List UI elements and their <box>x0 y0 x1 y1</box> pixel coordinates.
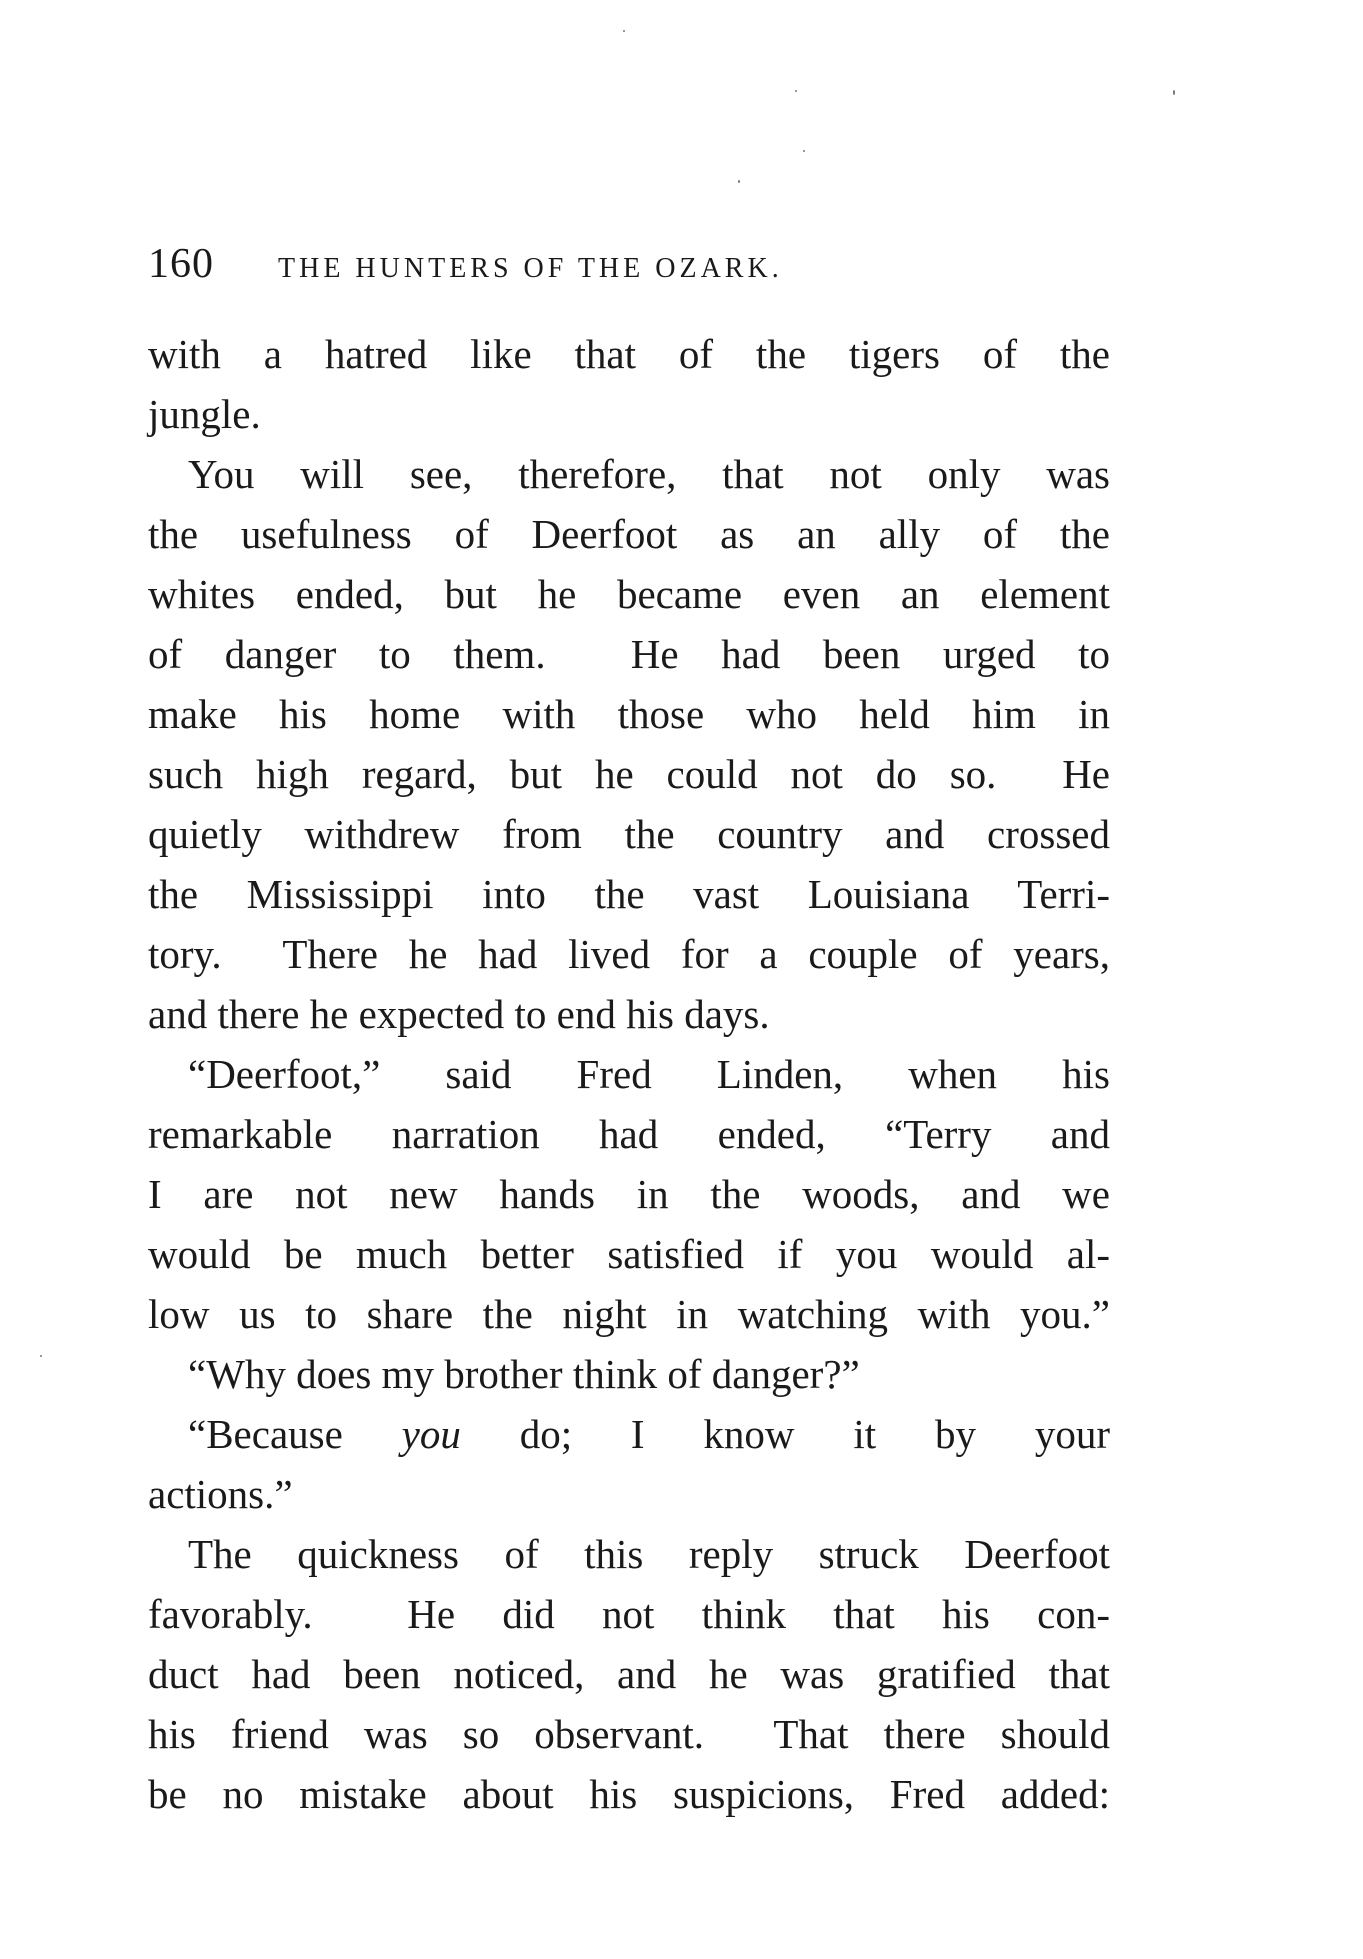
text-line: remarkable narration had ended, “Terry and <box>148 1111 1110 1157</box>
scan-speck <box>623 30 625 32</box>
text-line: of danger to them. He had been urged to <box>148 631 1110 677</box>
text-line: actions.” <box>148 1471 293 1517</box>
text-line: quietly withdrew from the country and crossed <box>148 811 1110 857</box>
text-line: make his home with those who held him in <box>148 691 1110 737</box>
paragraph <box>148 1344 1110 1404</box>
text-line: be no mistake about his suspicions, Fred added: <box>148 1771 1110 1817</box>
text-line <box>188 1404 1110 1464</box>
book-page <box>148 240 1110 1824</box>
text-line: “Deerfoot,” said Fred Linden, when his <box>188 1051 1110 1097</box>
text-segment: do; I know it by your <box>460 1411 1110 1457</box>
text-line: “Why does my brother think of danger?” <box>188 1351 860 1397</box>
text-line: the usefulness of Deerfoot as an ally of the <box>148 511 1110 557</box>
text-line: tory. There he had lived for a couple of years, <box>148 931 1110 977</box>
emphasis-word: you <box>401 1411 461 1457</box>
text-line: and there he expected to end his days. <box>148 991 770 1037</box>
body-text <box>148 324 1110 1824</box>
text-line: such high regard, but he could not do so. He <box>148 751 1110 797</box>
scan-speck <box>40 1355 42 1357</box>
paragraph <box>148 1524 1110 1824</box>
running-title: THE HUNTERS OF THE OZARK. <box>278 253 783 284</box>
scan-speck <box>803 150 805 152</box>
text-line: jungle. <box>148 391 261 437</box>
text-line: low us to share the night in watching with you.” <box>148 1291 1110 1337</box>
scan-speck <box>1173 90 1175 95</box>
paragraph <box>148 1404 1110 1524</box>
paragraph <box>148 1044 1110 1344</box>
page-number: 160 <box>148 241 214 287</box>
text-line: favorably. He did not think that his con- <box>148 1591 1110 1637</box>
text-line: the Mississippi into the vast Louisiana Terri- <box>148 871 1110 917</box>
text-line: duct had been noticed, and he was gratified that <box>148 1651 1110 1697</box>
paragraph <box>148 444 1110 1044</box>
text-line: I are not new hands in the woods, and we <box>148 1171 1110 1217</box>
running-head <box>148 240 1110 300</box>
text-segment: “Because <box>188 1411 402 1457</box>
paragraph <box>148 324 1110 444</box>
text-line: would be much better satisfied if you would al- <box>148 1231 1110 1277</box>
text-line: whites ended, but he became even an element <box>148 571 1110 617</box>
text-line: his friend was so observant. That there should <box>148 1711 1110 1757</box>
text-line: with a hatred like that of the tigers of the <box>148 331 1110 377</box>
text-line: You will see, therefore, that not only was <box>188 451 1110 497</box>
text-line: The quickness of this reply struck Deerfoot <box>188 1531 1110 1577</box>
scan-speck <box>738 180 740 183</box>
scan-speck <box>795 90 797 92</box>
